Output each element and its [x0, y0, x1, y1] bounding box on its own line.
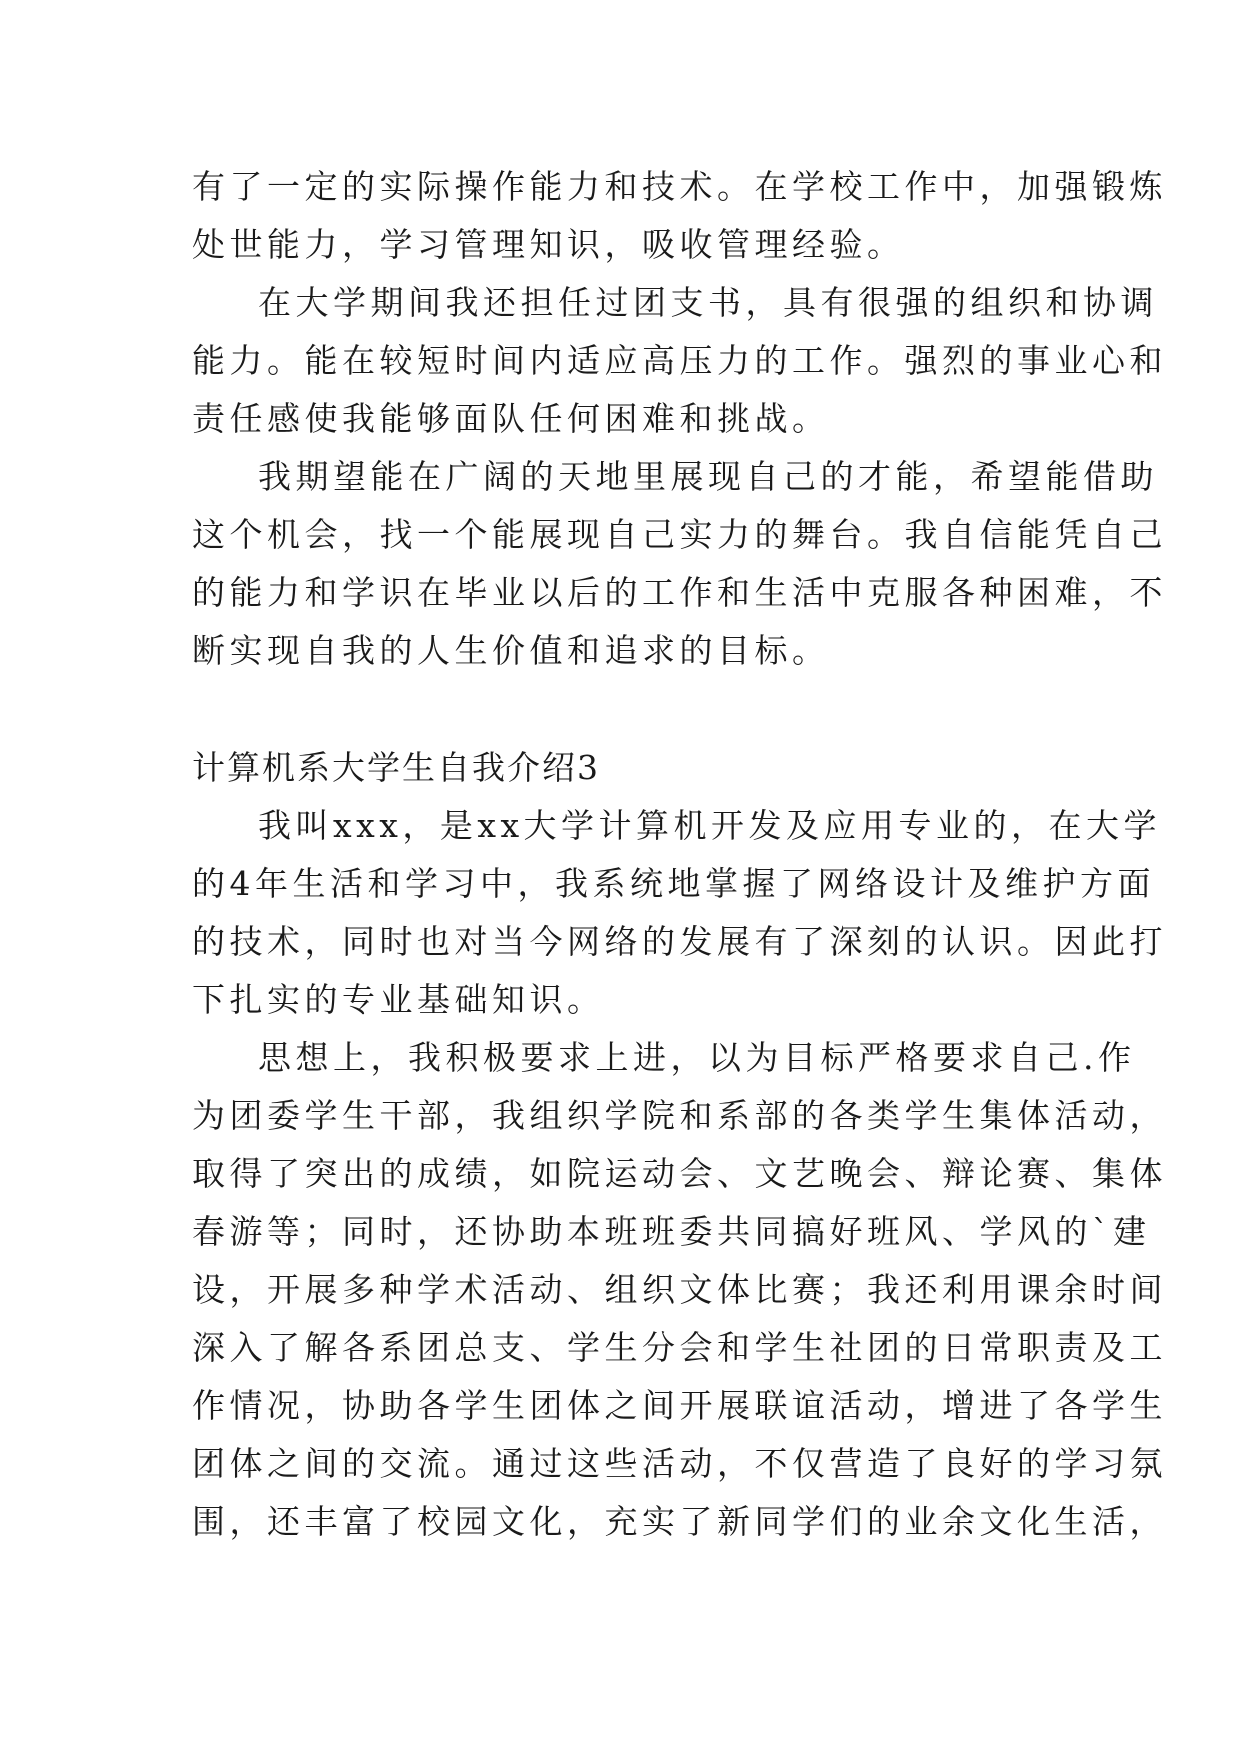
- paragraph-line: 有了一定的实际操作能力和技术。在学校工作中，加强锻炼: [192, 167, 1167, 206]
- paragraph-line: 为团委学生干部，我组织学院和系部的各类学生集体活动，: [192, 1096, 1167, 1135]
- paragraph-line: 责任感使我能够面队任何困难和挑战。: [192, 399, 830, 438]
- paragraph-line: 作情况，协助各学生团体之间开展联谊活动，增进了各学生: [192, 1386, 1167, 1425]
- paragraph-line: 能力。能在较短时间内适应高压力的工作。强烈的事业心和: [192, 341, 1167, 380]
- paragraph-line: 处世能力，学习管理知识，吸收管理经验。: [192, 225, 905, 264]
- paragraph-line: 深入了解各系团总支、学生分会和学生社团的日常职责及工: [192, 1328, 1167, 1367]
- paragraph-line: 我期望能在广阔的天地里展现自己的才能，希望能借助: [258, 457, 1158, 496]
- paragraph-line: 团体之间的交流。通过这些活动，不仅营造了良好的学习氛: [192, 1444, 1167, 1483]
- section-heading: 计算机系大学生自我介绍3: [192, 748, 600, 787]
- paragraph-line: 设，开展多种学术活动、组织文体比赛；我还利用课余时间: [192, 1270, 1167, 1309]
- paragraph-line: 围，还丰富了校园文化，充实了新同学们的业余文化生活，: [192, 1502, 1167, 1541]
- paragraph-line: 这个机会，找一个能展现自己实力的舞台。我自信能凭自己: [192, 515, 1167, 554]
- paragraph-line: 的能力和学识在毕业以后的工作和生活中克服各种困难，不: [192, 573, 1167, 612]
- paragraph-line: 的技术，同时也对当今网络的发展有了深刻的认识。因此打: [192, 922, 1167, 961]
- paragraph-line: 我叫xxx，是xx大学计算机开发及应用专业的，在大学: [258, 806, 1162, 845]
- paragraph-line: 思想上，我积极要求上进，以为目标严格要求自己.作: [258, 1038, 1136, 1077]
- paragraph-line: 取得了突出的成绩，如院运动会、文艺晚会、辩论赛、集体: [192, 1154, 1167, 1193]
- paragraph-line: 春游等；同时，还协助本班班委共同搞好班风、学风的`建: [192, 1212, 1151, 1251]
- paragraph-line: 断实现自我的人生价值和追求的目标。: [192, 631, 830, 670]
- paragraph-line: 下扎实的专业基础知识。: [192, 980, 605, 1019]
- paragraph-line: 的4年生活和学习中，我系统地掌握了网络设计及维护方面: [192, 864, 1155, 903]
- paragraph-line: 在大学期间我还担任过团支书，具有很强的组织和协调: [258, 283, 1158, 322]
